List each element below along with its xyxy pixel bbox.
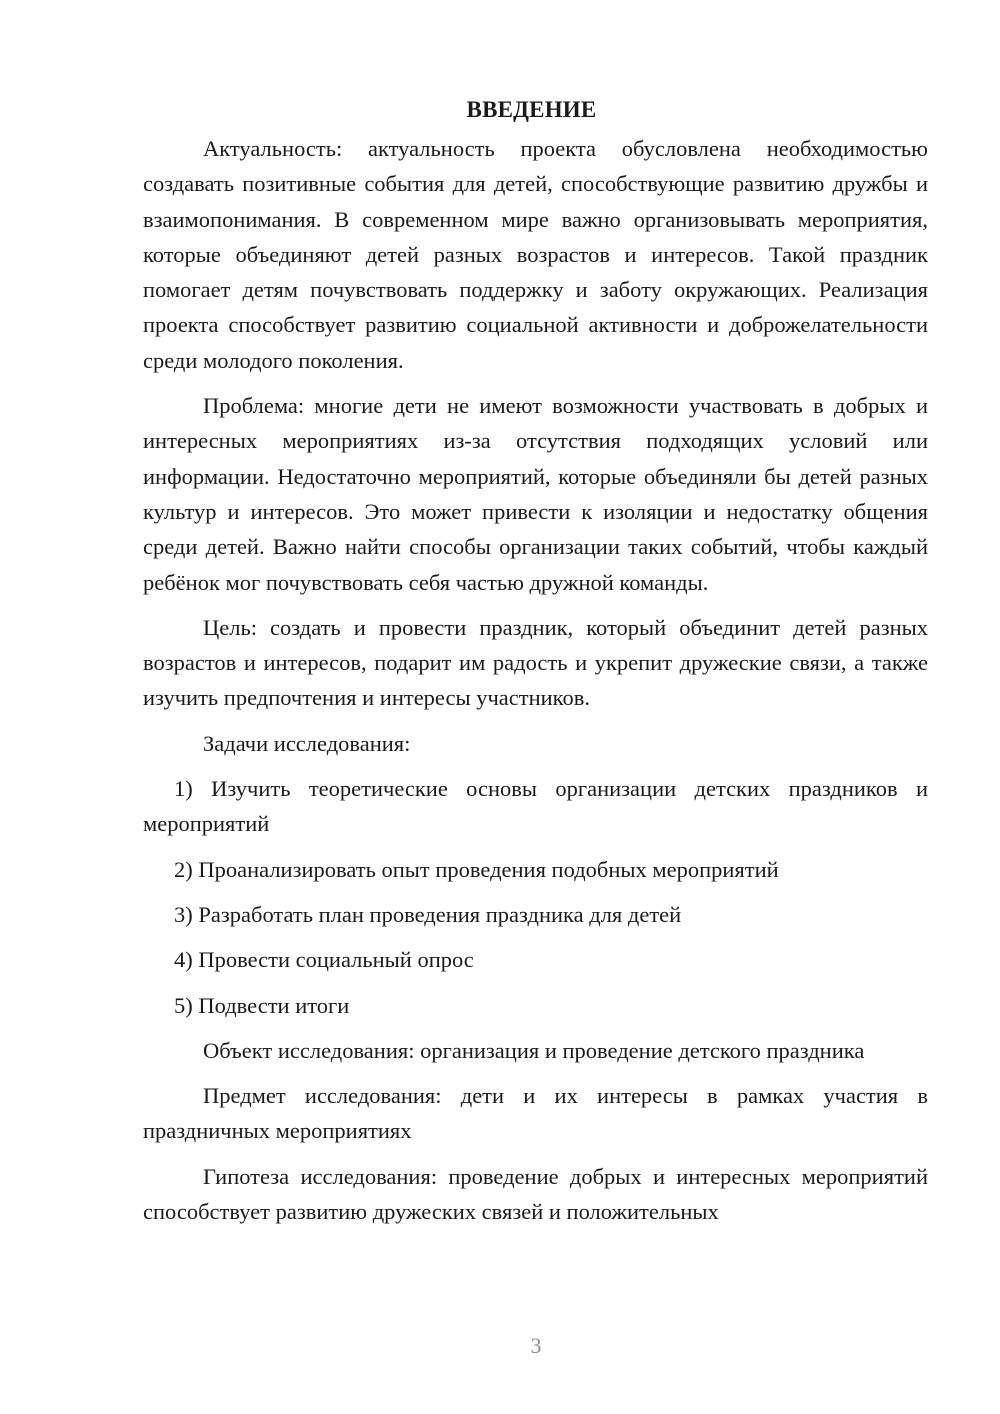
hypothesis-paragraph: Гипотеза исследования: проведение добрых и интересных мероприятий способствует развитию дружеских связей и положительных (143, 1163, 928, 1225)
page-number: 3 (530, 1333, 542, 1358)
task-item-1: 1) Изучить теоретические основы организации детских праздников и мероприятий (143, 776, 928, 837)
problem-paragraph: Проблема: многие дети не имеют возможности участвовать в добрых и интересных мероприятиях из-за отсутствия подходящих условий или информации. Недостаточно мероприятий, которые объединяли бы детей разных культур и интересов. Это может привести к изоляции и недостатку общения среди детей. Важно найти способы организации таких событий, чтобы каждый ребёнок мог почувствовать себя частью дружной команды. (143, 393, 928, 595)
research-object-paragraph: Объект исследования: организация и проведение детского праздника (203, 1037, 865, 1063)
task-item-5: 5) Подвести итоги (174, 992, 350, 1018)
goal-paragraph: Цель: создать и провести праздник, который объединит детей разных возрастов и интересов, подарит им радость и укрепит дружеские связи, а также изучить предпочтения и интересы участников. (143, 614, 928, 711)
research-subject-paragraph: Предмет исследования: дети и их интересы в рамках участия в праздничных мероприятиях (143, 1083, 928, 1144)
task-item-2: 2) Проанализировать опыт проведения подобных мероприятий (174, 856, 779, 882)
relevance-paragraph: Актуальность: актуальность проекта обусловлена необходимостью создавать позитивные события для детей, способствующие развитию дружбы и взаимопонимания. В современном мире важно организовывать мероприятия, которые объединяют детей разных возрастов и интересов. Такой праздник помогает детям почувствовать поддержку и заботу окружающих. Реализация проекта способствует развитию социальной активности и доброжелательности среди молодого поколения. (143, 136, 928, 373)
document-page (143, 92, 928, 1229)
tasks-heading: Задачи исследования: (203, 730, 411, 756)
task-item-3: 3) Разработать план проведения праздника для детей (174, 901, 682, 927)
task-item-4: 4) Провести социальный опрос (174, 947, 474, 973)
section-title: ВВЕДЕНИЕ (466, 97, 597, 122)
